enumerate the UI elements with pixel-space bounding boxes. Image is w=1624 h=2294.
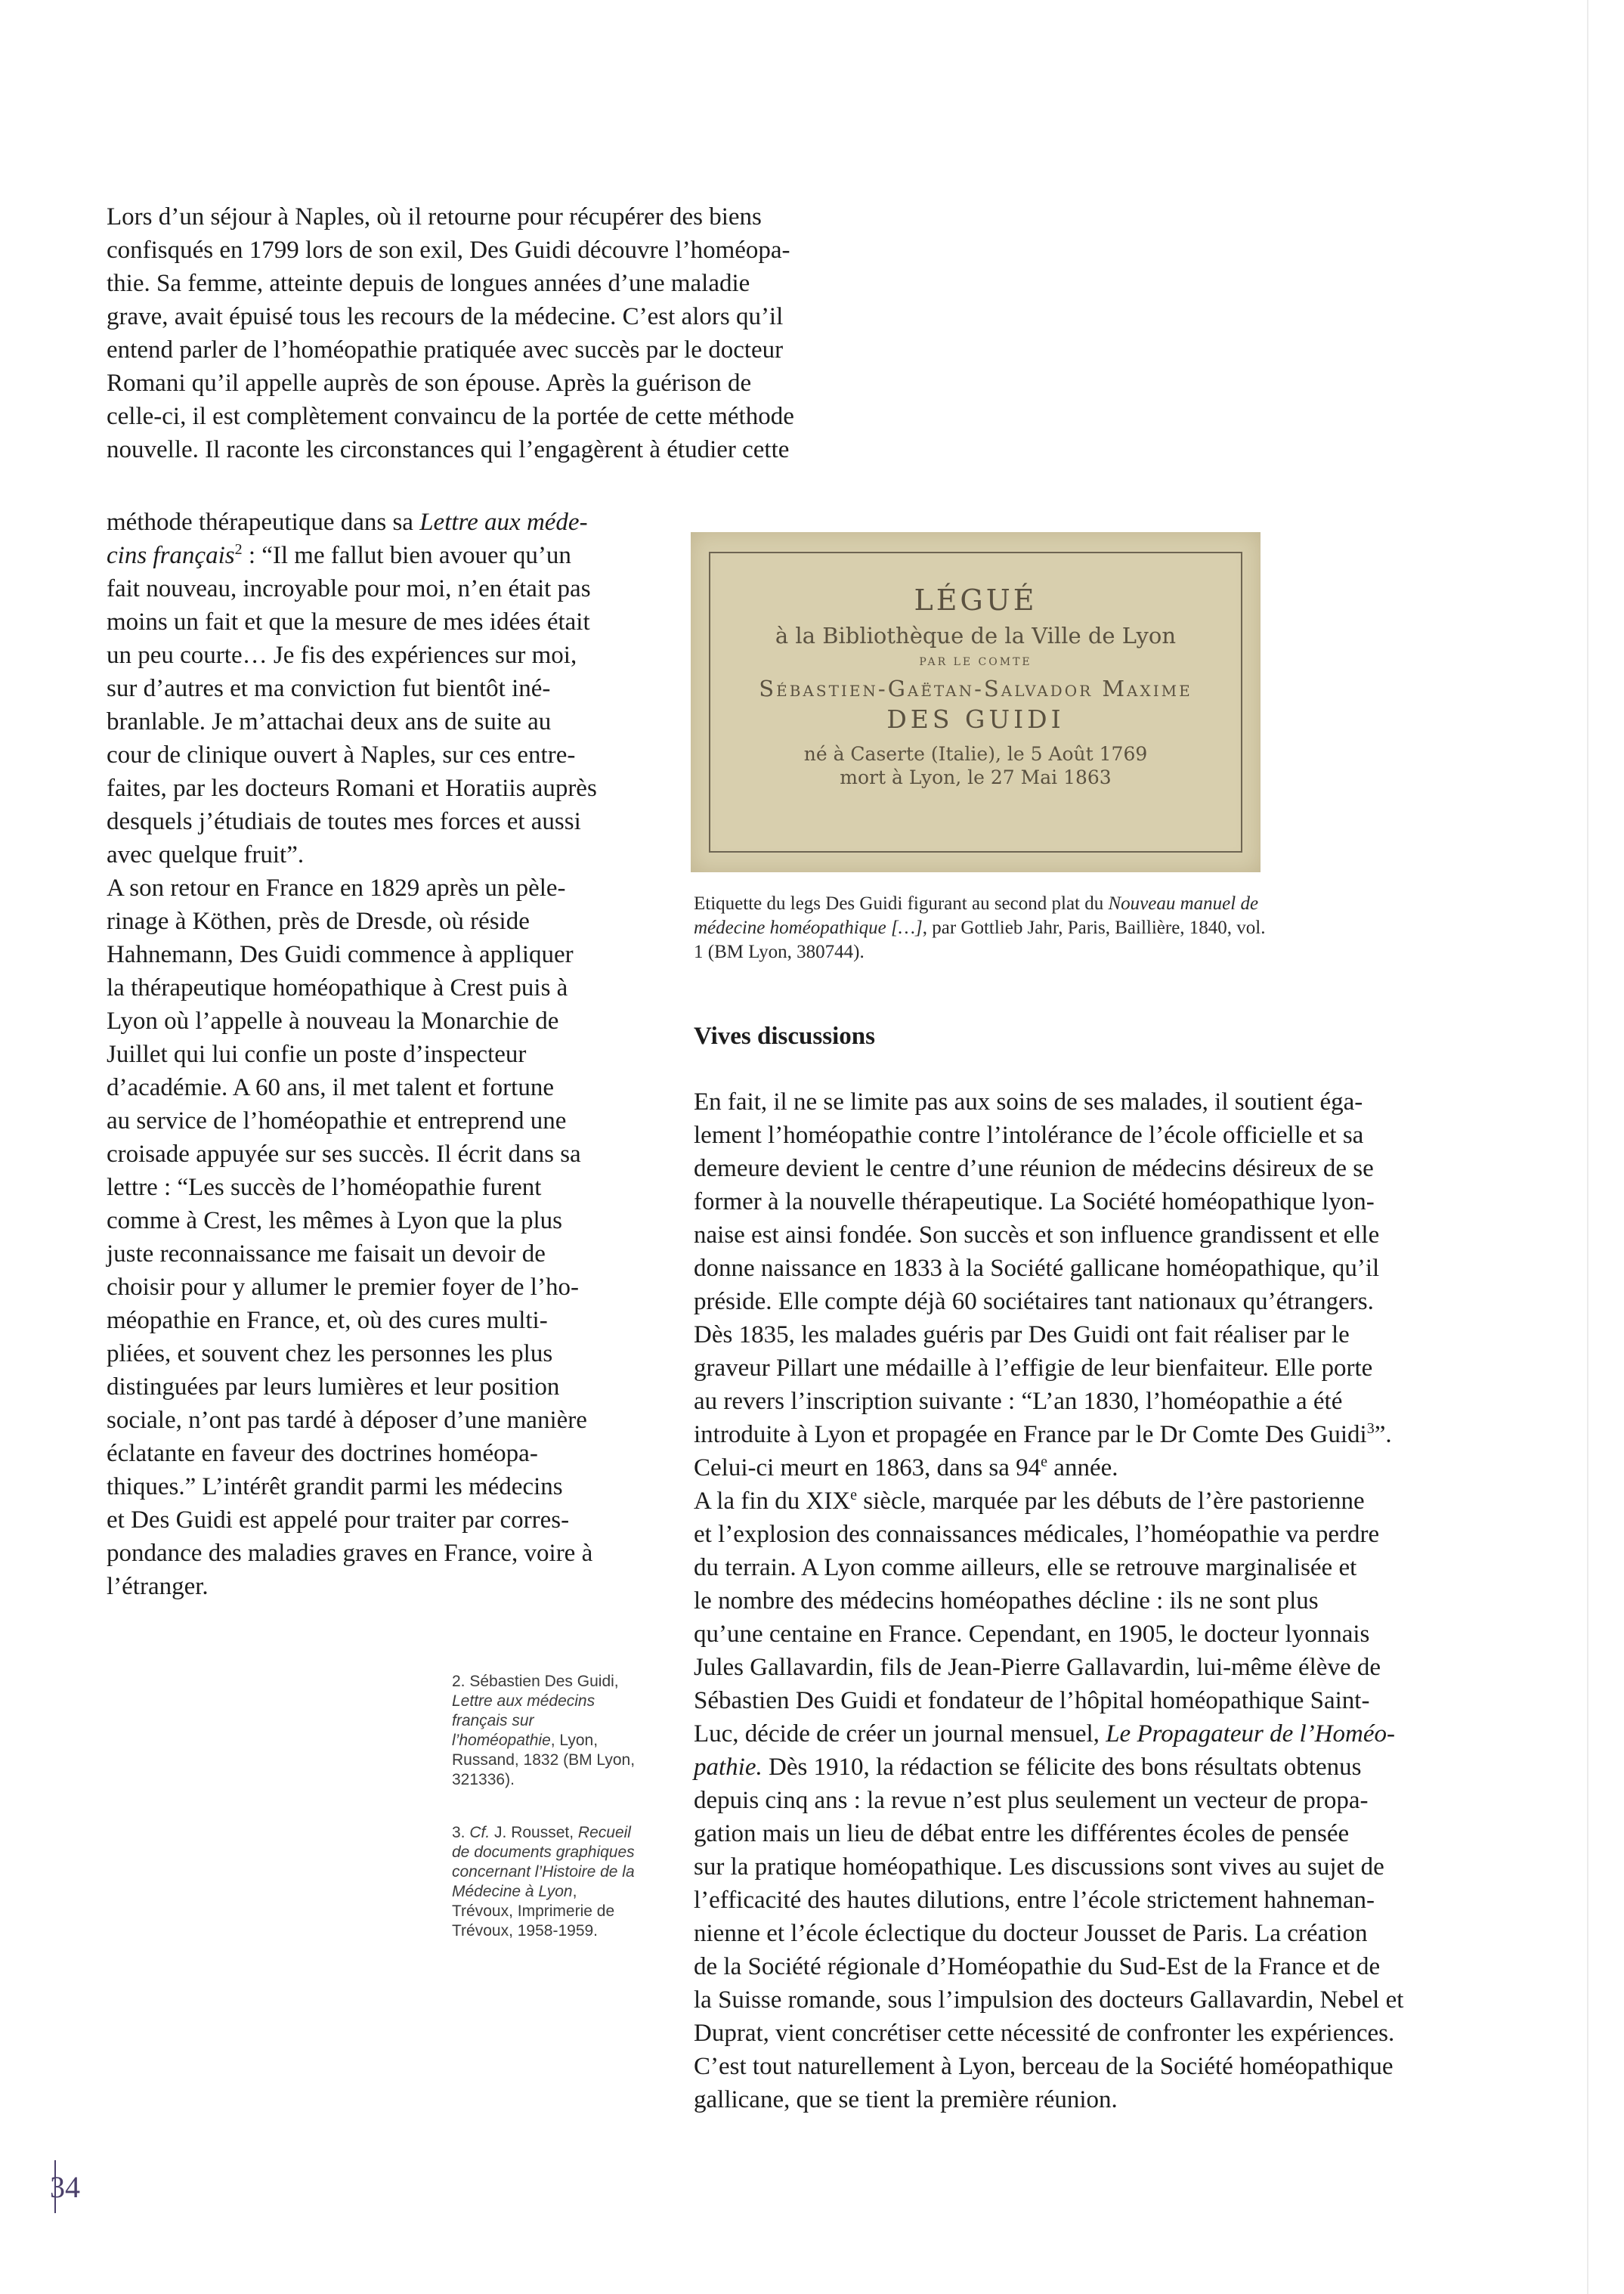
text-line: En fait, il ne se limite pas aux soins de ses malades, il soutient éga-	[694, 1088, 1363, 1116]
text-line: grave, avait épuisé tous les recours de la médecine. C’est alors qu’il	[107, 303, 784, 330]
text-line: Juillet qui lui confie un poste d’inspecteur	[107, 1041, 527, 1068]
text-line: Lyon où l’appelle à nouveau la Monarchie de	[107, 1008, 559, 1035]
text-line: lettre : “Les succès de l’homéopathie furent	[107, 1174, 542, 1201]
text-line: éclatante en faveur des doctrines homéopa-	[107, 1440, 538, 1467]
label-frame	[709, 552, 1242, 853]
footnote-3: 3. Cf. J. Rousset, Recueil de documents graphiques concernant l’Histoire de la Médecine à Lyon, Trévoux, Imprimerie de Trévoux, 1958-1959.	[452, 1824, 635, 1940]
text-line: Celui-ci meurt en 1863, dans sa 94e année.	[694, 1453, 1118, 1481]
text-line: nienne et l’école éclectique du docteur Jousset de Paris. La création	[694, 1920, 1368, 1947]
text-line: Duprat, vient concrétiser cette nécessité de confronter les expériences.	[694, 2020, 1395, 2047]
label-line: PAR LE COMTE	[919, 656, 1032, 668]
text-line: la Suisse romande, sous l’impulsion des docteurs Gallavardin, Nebel et	[694, 1986, 1404, 2014]
text-line: la thérapeutique homéopathique à Crest puis à	[107, 974, 568, 1001]
text-line: graveur Pillart une médaille à l’effigie de leur bienfaiteur. Elle porte	[694, 1354, 1373, 1382]
text-line: pliées, et souvent chez les personnes les plus	[107, 1340, 553, 1367]
text-line: l’efficacité des hautes dilutions, entre l’école strictement hahneman-	[694, 1887, 1375, 1914]
text-line: d’académie. A 60 ans, il met talent et fortune	[107, 1074, 554, 1101]
footnote-2: 2. Sébastien Des Guidi, Lettre aux médecins français sur l’homéopathie, Lyon, Russand, 1832 (BM Lyon, 321336).	[452, 1673, 636, 1788]
text-line: former à la nouvelle thérapeutique. La Société homéopathique lyon-	[694, 1188, 1375, 1215]
text-line: qu’une centaine en France. Cependant, en 1905, le docteur lyonnais	[694, 1621, 1370, 1648]
text-line: méthode thérapeutique dans sa Lettre aux méde-	[107, 509, 588, 536]
text-line: faites, par les docteurs Romani et Horatiis auprès	[107, 775, 597, 802]
label-line: Sébastien-Gaëtan-Salvador Maxime	[759, 676, 1192, 701]
text-line: sur d’autres et ma conviction fut bientôt iné-	[107, 675, 551, 702]
text-line: introduite à Lyon et propagée en France par le Dr Comte Des Guidi$^3$”.	[694, 1420, 1392, 1448]
text-line: rinage à Köthen, près de Dresde, où réside	[107, 908, 530, 935]
text-line: C’est tout naturellement à Lyon, berceau de la Société homéopathique	[694, 2053, 1394, 2080]
label-line: à la Bibliothèque de la Ville de Lyon	[775, 623, 1177, 649]
label-line: DES GUIDI	[886, 704, 1065, 734]
text-line: Hahnemann, Des Guidi commence à appliquer	[107, 941, 574, 968]
image-caption: Etiquette du legs Des Guidi figurant au second plat du Nouveau manuel de médecine homéopathique […], par Gottlieb Jahr, Paris, Baillière, 1840, vol. 1 (BM Lyon, 380744).	[694, 893, 1266, 962]
text-line: distinguées par leurs lumières et leur position	[107, 1373, 560, 1401]
text-line: naise est ainsi fondée. Son succès et son influence grandissent et elle	[694, 1221, 1380, 1249]
text-line: et Des Guidi est appelé pour traiter par corres-	[107, 1506, 570, 1534]
text-line: Jules Gallavardin, fils de Jean-Pierre Gallavardin, lui-même élève de	[694, 1654, 1381, 1681]
bequest-label-image	[691, 532, 1261, 872]
text-line: méopathie en France, et, où des cures multi-	[107, 1307, 548, 1334]
text-line: desquels j’étudiais de toutes mes forces et aussi	[107, 808, 581, 835]
text-line: sociale, n’ont pas tardé à déposer d’une manière	[107, 1407, 587, 1434]
right-column	[694, 1085, 1462, 2116]
text-line: Romani qu’il appelle auprès de son épouse. Après la guérison de	[107, 370, 752, 397]
text-line: fait nouveau, incroyable pour moi, n’en était pas	[107, 575, 591, 602]
text-line: cins français$^2$ : “Il me fallut bien avouer qu’un	[107, 541, 571, 569]
text-line: un peu courte… Je fis des expériences sur moi,	[107, 642, 577, 669]
text-line: pathie. Dès 1910, la rédaction se félicite des bons résultats obtenus	[694, 1754, 1362, 1781]
text-line: thie. Sa femme, atteinte depuis de longues années d’une maladie	[107, 270, 750, 297]
text-line: Sébastien Des Guidi et fondateur de l’hôpital homéopathique Saint-	[694, 1687, 1370, 1714]
text-line: Lors d’un séjour à Naples, où il retourne pour récupérer des biens	[107, 203, 762, 231]
text-line: au service de l’homéopathie et entreprend une	[107, 1107, 567, 1135]
text-line: lement l’homéopathie contre l’intolérance de l’école officielle et sa	[694, 1122, 1364, 1149]
text-line: de la Société régionale d’Homéopathie du Sud-Est de la France et de	[694, 1953, 1381, 1980]
page-number: 34	[50, 2170, 80, 2204]
text-line: nouvelle. Il raconte les circonstances qui l’engagèrent à étudier cette	[107, 436, 790, 463]
text-line: du terrain. A Lyon comme ailleurs, elle se retrouve marginalisée et	[694, 1554, 1357, 1581]
label-line: mort à Lyon, le 27 Mai 1863	[840, 766, 1112, 788]
intro-paragraph	[107, 200, 877, 466]
text-line: thiques.” L’intérêt grandit parmi les médecins	[107, 1473, 563, 1500]
text-line: A la fin du XIXe siècle, marquée par les débuts de l’ère pastorienne	[694, 1487, 1365, 1515]
text-line: confisqués en 1799 lors de son exil, Des Guidi découvre l’homéopa-	[107, 237, 790, 264]
left-column	[107, 506, 639, 1603]
text-line: moins un fait et que la mesure de mes idées était	[107, 608, 590, 636]
label-title: LÉGUÉ	[914, 584, 1038, 617]
text-line: cour de clinique ouvert à Naples, sur ces entre-	[107, 741, 576, 769]
text-line: branlable. Je m’attachai deux ans de suite au	[107, 708, 552, 735]
text-line: Luc, décide de créer un journal mensuel, Le Propagateur de l’Homéo-	[694, 1720, 1395, 1748]
text-line: le nombre des médecins homéopathes décline : ils ne sont plus	[694, 1587, 1319, 1614]
text-line: comme à Crest, les mêmes à Lyon que la plus	[107, 1207, 563, 1234]
text-line: sur la pratique homéopathique. Les discussions sont vives au sujet de	[694, 1853, 1384, 1881]
text-line: avec quelque fruit”.	[107, 841, 305, 868]
text-line: A son retour en France en 1829 après un pèle-	[107, 875, 566, 902]
section-heading: Vives discussions	[694, 1023, 875, 1050]
text-line: celle-ci, il est complètement convaincu de la portée de cette méthode	[107, 403, 794, 430]
text-line: gallicane, que se tient la première réunion.	[694, 2086, 1118, 2113]
text-line: croisade appuyée sur ses succès. Il écrit dans sa	[107, 1141, 581, 1168]
text-line: préside. Elle compte déjà 60 sociétaires tant nationaux qu’étrangers.	[694, 1288, 1374, 1315]
text-line: au revers l’inscription suivante : “L’an 1830, l’homéopathie a été	[694, 1388, 1343, 1415]
label-line: né à Caserte (Italie), le 5 Août 1769	[803, 743, 1148, 765]
page-edge-line	[1587, 0, 1588, 2294]
text-line: depuis cinq ans : la revue n’est plus seulement un vecteur de propa-	[694, 1787, 1369, 1814]
text-line: juste reconnaissance me faisait un devoir de	[107, 1240, 546, 1268]
text-line: Dès 1835, les malades guéris par Des Guidi ont fait réaliser par le	[694, 1321, 1350, 1348]
text-line: gation mais un lieu de débat entre les différentes écoles de pensée	[694, 1820, 1350, 1847]
text-line: pondance des maladies graves en France, voire à	[107, 1540, 593, 1567]
text-line: entend parler de l’homéopathie pratiquée avec succès par le docteur	[107, 336, 784, 364]
text-line: l’étranger.	[107, 1573, 209, 1600]
text-line: et l’explosion des connaissances médicales, l’homéopathie va perdre	[694, 1521, 1380, 1548]
text-line: donne naissance en 1833 à la Société gallicane homéopathique, qu’il	[694, 1255, 1380, 1282]
text-line: choisir pour y allumer le premier foyer de l’ho-	[107, 1274, 579, 1301]
text-line: demeure devient le centre d’une réunion de médecins désireux de se	[694, 1155, 1374, 1182]
